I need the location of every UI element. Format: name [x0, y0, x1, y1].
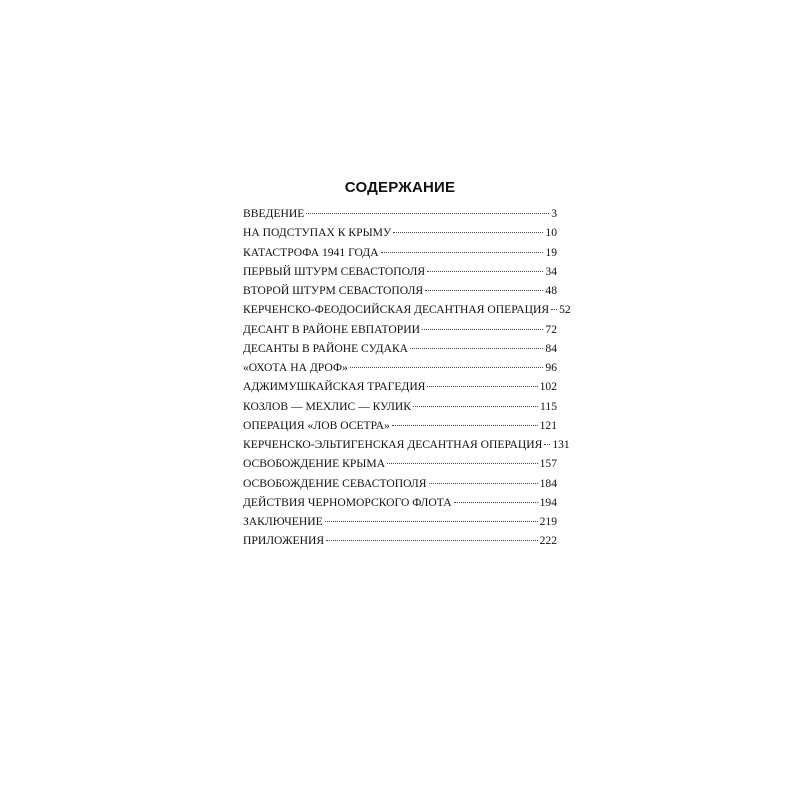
toc-entry-title: ОПЕРАЦИЯ «ЛОВ ОСЕТРА»	[243, 418, 390, 432]
dot-leader	[413, 406, 538, 407]
toc-page-number: 3	[551, 207, 557, 220]
toc-entry	[243, 204, 557, 223]
dot-leader	[306, 213, 549, 214]
dot-leader	[393, 232, 543, 233]
toc-entry	[243, 397, 557, 416]
toc-entry	[243, 281, 557, 300]
toc-page-number: 34	[545, 264, 557, 278]
toc-page-number: 96	[545, 361, 557, 374]
toc-entry	[243, 223, 557, 242]
toc-entry	[243, 320, 557, 339]
toc-page-number: 157	[539, 457, 557, 471]
dot-leader	[326, 540, 538, 541]
toc-entry	[243, 435, 570, 454]
toc-page-number: 194	[539, 495, 557, 509]
toc-page-number: 115	[540, 399, 557, 413]
toc-entry	[243, 243, 557, 262]
toc-entry	[243, 531, 557, 550]
toc-entry-title: КАТАСТРОФА 1941 ГОДА	[243, 245, 379, 259]
toc-title: СОДЕРЖАНИЕ	[344, 179, 456, 196]
toc-entry-title: ДЕСАНТ В РАЙОНЕ ЕВПАТОРИИ	[243, 322, 420, 336]
dot-leader	[422, 329, 543, 330]
toc-entry-title: ДЕЙСТВИЯ ЧЕРНОМОРСКОГО ФЛОТА	[243, 495, 452, 509]
toc-page-number: 184	[539, 476, 557, 490]
toc-entry-title: ПЕРВЫЙ ШТУРМ СЕВАСТОПОЛЯ	[243, 264, 426, 278]
toc-entry	[243, 339, 557, 358]
dot-leader	[325, 521, 538, 522]
dot-leader	[381, 252, 544, 253]
dot-leader	[551, 309, 557, 310]
dot-leader	[429, 483, 538, 484]
dot-leader	[410, 348, 543, 349]
toc-entry-title: «ОХОТА НА ДРОФ»	[243, 361, 348, 374]
toc-entry	[243, 416, 557, 435]
toc-page-number: 52	[559, 303, 571, 317]
table-of-contents	[243, 204, 571, 551]
dot-leader	[425, 290, 543, 291]
dot-leader	[544, 444, 550, 445]
toc-entry	[243, 358, 557, 377]
toc-entry	[243, 474, 557, 493]
dot-leader	[427, 386, 537, 387]
toc-entry	[243, 377, 557, 396]
toc-page-number: 10	[545, 226, 557, 240]
toc-entry-title: КЕРЧЕНСКО-ЭЛЬТИГЕНСКАЯ ДЕСАНТНАЯ ОПЕРАЦИЯ	[243, 438, 543, 451]
toc-entry-title: ЗАКЛЮЧЕНИЕ	[243, 515, 323, 528]
dot-leader	[387, 463, 538, 464]
toc-entry-title: ОСВОБОЖДЕНИЕ КРЫМА	[243, 457, 386, 471]
toc-page-number: 219	[539, 515, 557, 528]
toc-entry-title: ДЕСАНТЫ В РАЙОНЕ СУДАКА	[243, 341, 409, 355]
dot-leader	[392, 425, 538, 426]
toc-page-number: 19	[545, 245, 557, 259]
toc-entry-title: КЕРЧЕНСКО-ФЕОДОСИЙСКАЯ ДЕСАНТНАЯ ОПЕРАЦИЯ	[243, 303, 550, 317]
toc-entry-title: ВТОРОЙ ШТУРМ СЕВАСТОПОЛЯ	[243, 284, 424, 297]
toc-entry	[243, 512, 557, 531]
toc-entry	[243, 493, 557, 512]
toc-entry-title: КОЗЛОВ — МЕХЛИС — КУЛИК	[243, 399, 411, 413]
toc-page-number: 84	[545, 341, 557, 355]
toc-page-number: 72	[545, 322, 557, 336]
toc-entry-title: ВВЕДЕНИЕ	[243, 207, 305, 220]
toc-entry-title: ОСВОБОЖДЕНИЕ СЕВАСТОПОЛЯ	[243, 476, 427, 490]
dot-leader	[427, 271, 543, 272]
toc-page-number: 222	[539, 534, 557, 548]
dot-leader	[350, 367, 544, 368]
toc-page-number: 102	[539, 380, 557, 394]
toc-entry-title: НА ПОДСТУПАХ К КРЫМУ	[243, 226, 392, 240]
dot-leader	[454, 502, 538, 503]
toc-entry	[243, 454, 557, 473]
toc-page-number: 131	[552, 438, 570, 451]
toc-entry-title: ПРИЛОЖЕНИЯ	[243, 534, 325, 548]
toc-entry	[243, 300, 571, 319]
toc-entry	[243, 262, 557, 281]
toc-entry-title: АДЖИМУШКАЙСКАЯ ТРАГЕДИЯ	[243, 380, 426, 394]
toc-page-number: 121	[539, 418, 557, 432]
toc-page-number: 48	[545, 284, 557, 297]
